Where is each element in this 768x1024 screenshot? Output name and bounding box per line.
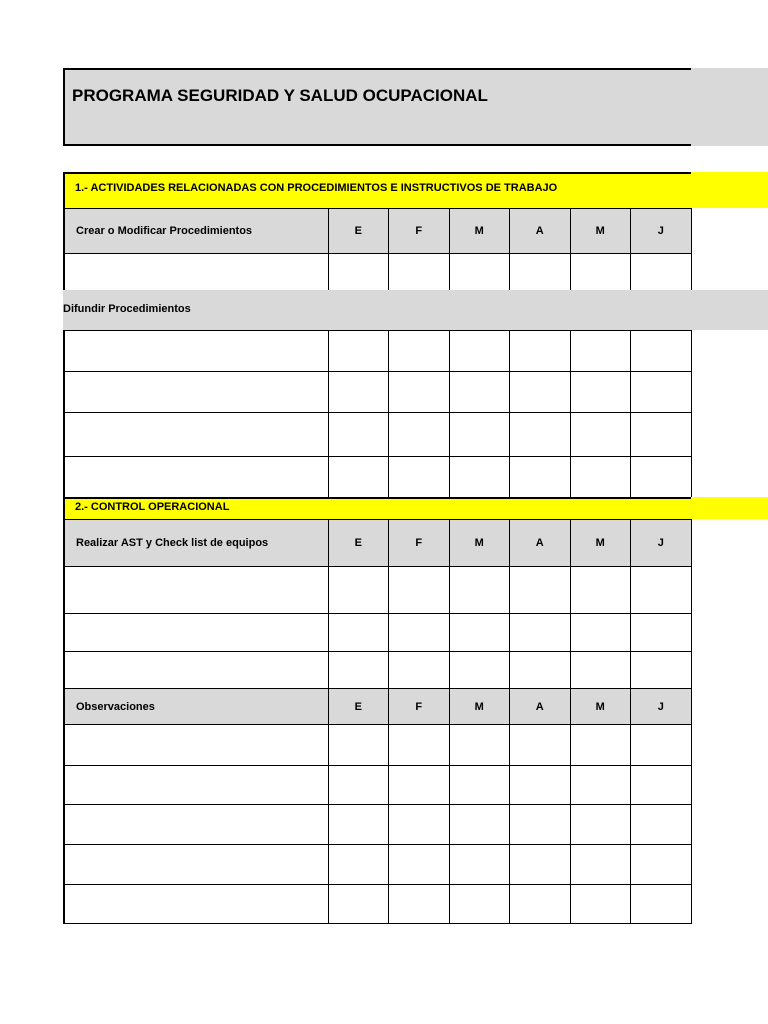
table-cell[interactable] bbox=[64, 652, 328, 689]
table-cell[interactable] bbox=[631, 725, 692, 766]
table-cell[interactable] bbox=[389, 845, 450, 885]
table-difundir bbox=[63, 330, 692, 498]
table-cell[interactable] bbox=[328, 254, 389, 291]
table-row bbox=[64, 567, 691, 614]
table-cell[interactable] bbox=[510, 614, 571, 652]
table-cell[interactable] bbox=[570, 766, 631, 805]
table-row bbox=[64, 372, 691, 413]
table-cell[interactable] bbox=[570, 567, 631, 614]
table-header-row bbox=[64, 689, 691, 725]
table-row bbox=[64, 457, 691, 498]
table-cell[interactable] bbox=[449, 457, 510, 498]
table-cell[interactable] bbox=[64, 567, 328, 614]
table-cell[interactable] bbox=[389, 254, 450, 291]
table-row bbox=[64, 725, 691, 766]
table-cell[interactable] bbox=[570, 254, 631, 291]
month-header: E bbox=[328, 209, 389, 254]
table-cell[interactable] bbox=[64, 614, 328, 652]
table-cell[interactable] bbox=[570, 331, 631, 372]
table-cell[interactable] bbox=[631, 652, 692, 689]
table-row bbox=[64, 254, 691, 291]
month-header: A bbox=[510, 209, 571, 254]
table-cell[interactable] bbox=[570, 885, 631, 924]
table-cell[interactable] bbox=[389, 567, 450, 614]
table-cell[interactable] bbox=[64, 413, 328, 457]
table-cell[interactable] bbox=[631, 845, 692, 885]
table-cell[interactable] bbox=[631, 457, 692, 498]
table-cell[interactable] bbox=[328, 372, 389, 413]
month-header: M bbox=[449, 209, 510, 254]
section-1-heading: 1.- ACTIVIDADES RELACIONADAS CON PROCEDIMIENTOS E INSTRUCTIVOS DE TRABAJO bbox=[75, 182, 558, 194]
table-cell[interactable] bbox=[570, 614, 631, 652]
table-row bbox=[64, 652, 691, 689]
month-header: A bbox=[510, 689, 571, 725]
table-cell[interactable] bbox=[389, 331, 450, 372]
page-title: PROGRAMA SEGURIDAD Y SALUD OCUPACIONAL bbox=[72, 86, 488, 105]
table-cell[interactable] bbox=[328, 567, 389, 614]
row-label-crear: Crear o Modificar Procedimientos bbox=[64, 209, 328, 254]
table-cell[interactable] bbox=[510, 372, 571, 413]
table-cell[interactable] bbox=[570, 457, 631, 498]
table-cell[interactable] bbox=[510, 413, 571, 457]
section-2-heading: 2.- CONTROL OPERACIONAL bbox=[75, 501, 230, 513]
table-cell[interactable] bbox=[64, 254, 328, 291]
month-header: M bbox=[449, 520, 510, 567]
table-cell[interactable] bbox=[64, 331, 328, 372]
month-header: M bbox=[570, 209, 631, 254]
table-row bbox=[64, 805, 691, 845]
table-crear-procedimientos bbox=[63, 208, 692, 291]
table-cell[interactable] bbox=[328, 725, 389, 766]
table-cell[interactable] bbox=[449, 805, 510, 845]
month-header: E bbox=[328, 689, 389, 725]
table-cell[interactable] bbox=[510, 805, 571, 845]
month-header: M bbox=[570, 520, 631, 567]
table-cell[interactable] bbox=[631, 372, 692, 413]
table-cell[interactable] bbox=[328, 652, 389, 689]
month-header: J bbox=[631, 209, 692, 254]
month-header: M bbox=[570, 689, 631, 725]
table-cell[interactable] bbox=[449, 845, 510, 885]
month-header: J bbox=[631, 689, 692, 725]
table-cell[interactable] bbox=[449, 885, 510, 924]
table-cell[interactable] bbox=[389, 652, 450, 689]
table-cell[interactable] bbox=[64, 845, 328, 885]
table-cell[interactable] bbox=[510, 567, 571, 614]
table-cell[interactable] bbox=[449, 766, 510, 805]
table-cell[interactable] bbox=[510, 885, 571, 924]
table-cell[interactable] bbox=[631, 567, 692, 614]
table-cell[interactable] bbox=[328, 457, 389, 498]
table-cell[interactable] bbox=[510, 254, 571, 291]
table-cell[interactable] bbox=[449, 614, 510, 652]
table-cell[interactable] bbox=[328, 766, 389, 805]
table-cell[interactable] bbox=[570, 372, 631, 413]
table-cell[interactable] bbox=[570, 845, 631, 885]
table-cell[interactable] bbox=[328, 614, 389, 652]
row-label-observaciones: Observaciones bbox=[64, 689, 328, 725]
table-row bbox=[64, 331, 691, 372]
row-label-realizar-ast: Realizar AST y Check list de equipos bbox=[64, 520, 328, 567]
table-cell[interactable] bbox=[389, 413, 450, 457]
table-cell[interactable] bbox=[510, 457, 571, 498]
month-header: F bbox=[389, 209, 450, 254]
table-cell[interactable] bbox=[389, 766, 450, 805]
month-header: M bbox=[449, 689, 510, 725]
table-cell[interactable] bbox=[631, 614, 692, 652]
table-cell[interactable] bbox=[449, 567, 510, 614]
table-cell[interactable] bbox=[449, 413, 510, 457]
table-cell[interactable] bbox=[328, 413, 389, 457]
table-cell[interactable] bbox=[449, 254, 510, 291]
table-cell[interactable] bbox=[449, 331, 510, 372]
month-header: F bbox=[389, 689, 450, 725]
title-frame bbox=[63, 68, 691, 146]
table-cell[interactable] bbox=[389, 725, 450, 766]
table-cell[interactable] bbox=[389, 885, 450, 924]
table-cell[interactable] bbox=[328, 331, 389, 372]
table-cell[interactable] bbox=[328, 805, 389, 845]
table-cell[interactable] bbox=[328, 885, 389, 924]
table-cell[interactable] bbox=[631, 331, 692, 372]
table-cell[interactable] bbox=[64, 885, 328, 924]
table-cell[interactable] bbox=[510, 725, 571, 766]
table-cell[interactable] bbox=[631, 766, 692, 805]
table-cell[interactable] bbox=[64, 766, 328, 805]
difundir-label: Difundir Procedimientos bbox=[63, 303, 191, 315]
table-cell[interactable] bbox=[570, 652, 631, 689]
table-cell[interactable] bbox=[631, 885, 692, 924]
table-cell[interactable] bbox=[389, 457, 450, 498]
month-header: J bbox=[631, 520, 692, 567]
table-header-row bbox=[64, 209, 691, 254]
table-cell[interactable] bbox=[570, 805, 631, 845]
table-cell[interactable] bbox=[631, 413, 692, 457]
table-cell[interactable] bbox=[449, 652, 510, 689]
table-row bbox=[64, 845, 691, 885]
month-header: E bbox=[328, 520, 389, 567]
table-cell[interactable] bbox=[64, 457, 328, 498]
month-header: A bbox=[510, 520, 571, 567]
table-cell[interactable] bbox=[570, 725, 631, 766]
table-realizar-ast bbox=[63, 519, 692, 924]
table-cell[interactable] bbox=[510, 652, 571, 689]
table-row bbox=[64, 413, 691, 457]
table-cell[interactable] bbox=[64, 725, 328, 766]
table-cell[interactable] bbox=[510, 766, 571, 805]
table-cell[interactable] bbox=[389, 805, 450, 845]
table-cell[interactable] bbox=[64, 372, 328, 413]
table-cell[interactable] bbox=[389, 614, 450, 652]
month-header: F bbox=[389, 520, 450, 567]
table-cell[interactable] bbox=[510, 845, 571, 885]
table-row bbox=[64, 885, 691, 924]
table-cell[interactable] bbox=[631, 254, 692, 291]
table-cell[interactable] bbox=[328, 845, 389, 885]
table-header-row bbox=[64, 520, 691, 567]
table-cell[interactable] bbox=[64, 805, 328, 845]
table-cell[interactable] bbox=[389, 372, 450, 413]
table-cell[interactable] bbox=[631, 805, 692, 845]
table-cell[interactable] bbox=[449, 725, 510, 766]
table-row bbox=[64, 614, 691, 652]
table-cell[interactable] bbox=[570, 413, 631, 457]
table-cell[interactable] bbox=[449, 372, 510, 413]
table-row bbox=[64, 766, 691, 805]
table-cell[interactable] bbox=[510, 331, 571, 372]
